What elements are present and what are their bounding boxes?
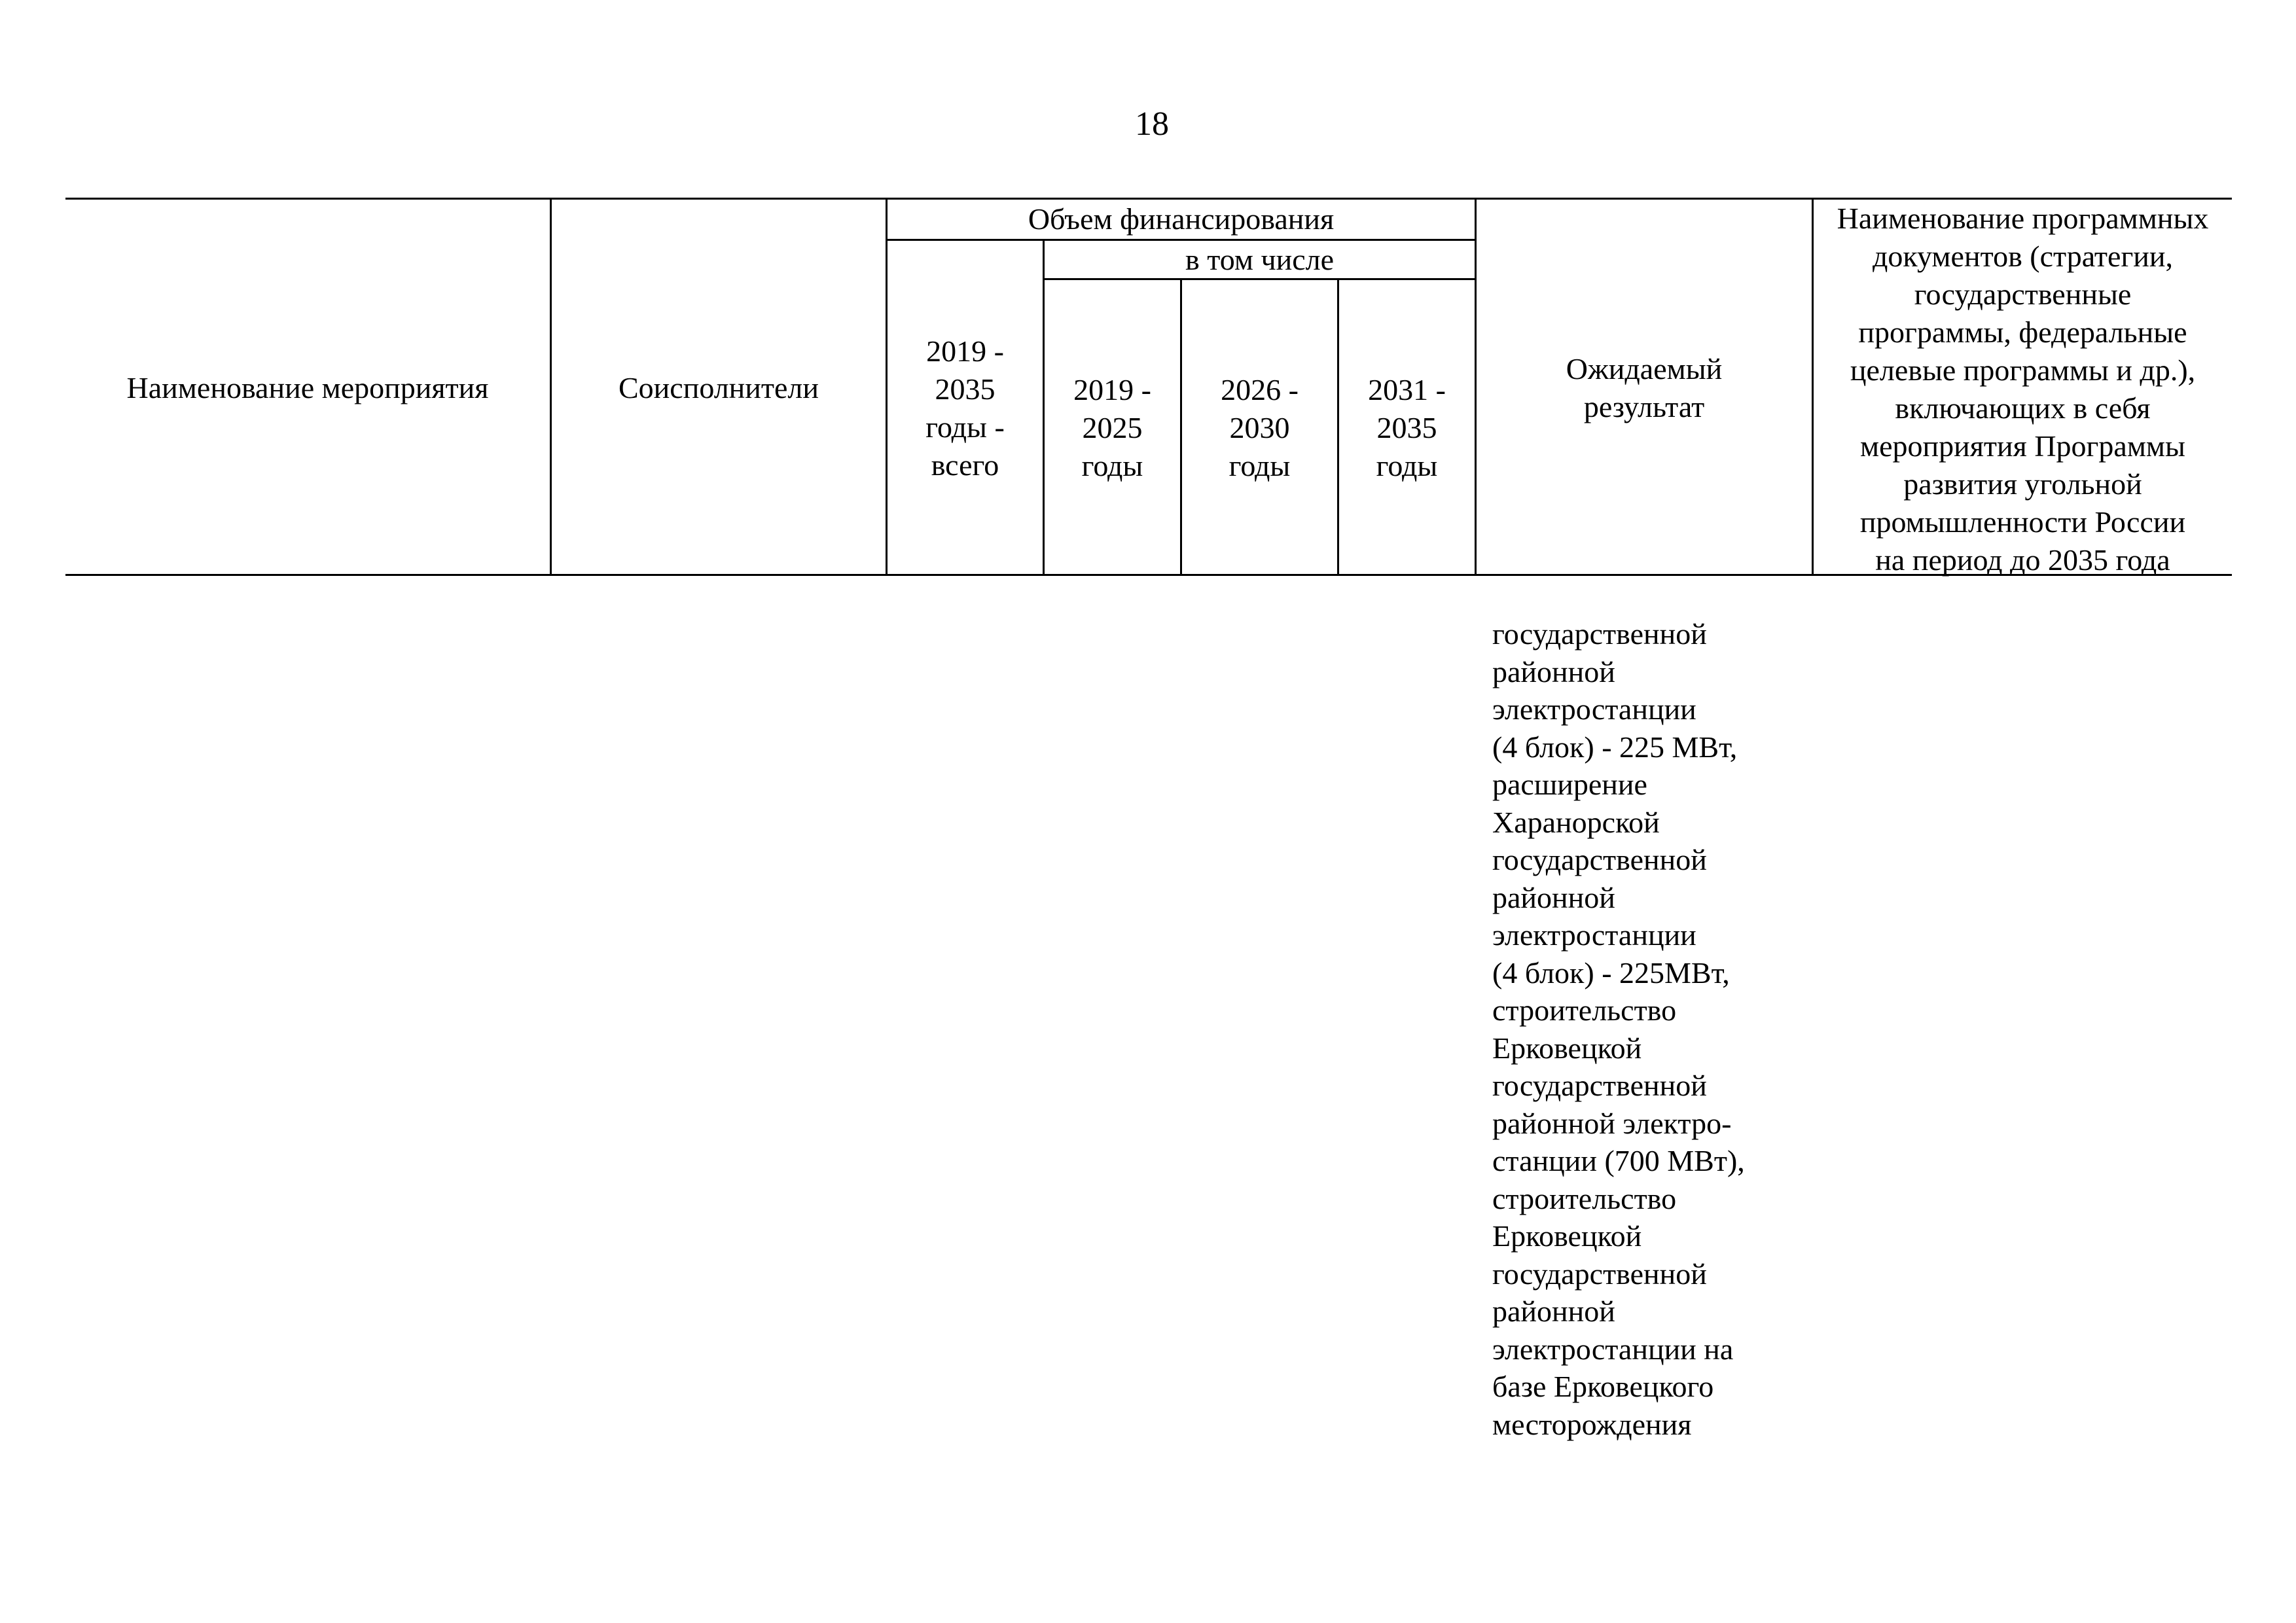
header-coexecutors: Соисполнители — [618, 370, 819, 404]
header-program-documents: Наименование программных документов (стратегии, государственные программы, федеральные целевые программы и др.), включающих в себя мероприятия Программы развития угольной промышленности России на период до 2035 года — [1837, 202, 2209, 577]
header-table — [65, 198, 2232, 576]
header-financing-volume: Объем финансирования — [1028, 202, 1335, 236]
header-total-period: 2019 - 2035 годы - всего — [925, 334, 1005, 482]
expected-result-text: государственной районной электростанции (4 блок) - 225 МВт, расширение Харанорской государственной районной электростанции (4 блок) - 225МВт, строительство Ерковецкой государственной районной электро- станции (700 МВт), строительство Ерковецкой государственной районной электростанции на базе Ерковецкого месторождения — [1492, 617, 1745, 1441]
header-expected-result: Ожидаемый результат — [1566, 351, 1723, 423]
header-including: в том числе — [1185, 242, 1334, 276]
header-period-2031-2035: 2031 - 2035 годы — [1368, 373, 1446, 482]
page-number: 18 — [1135, 105, 1169, 143]
header-event-name: Наименование мероприятия — [126, 370, 489, 404]
header-period-2026-2030: 2026 - 2030 годы — [1221, 373, 1299, 482]
header-period-2019-2025: 2019 - 2025 годы — [1073, 373, 1151, 482]
